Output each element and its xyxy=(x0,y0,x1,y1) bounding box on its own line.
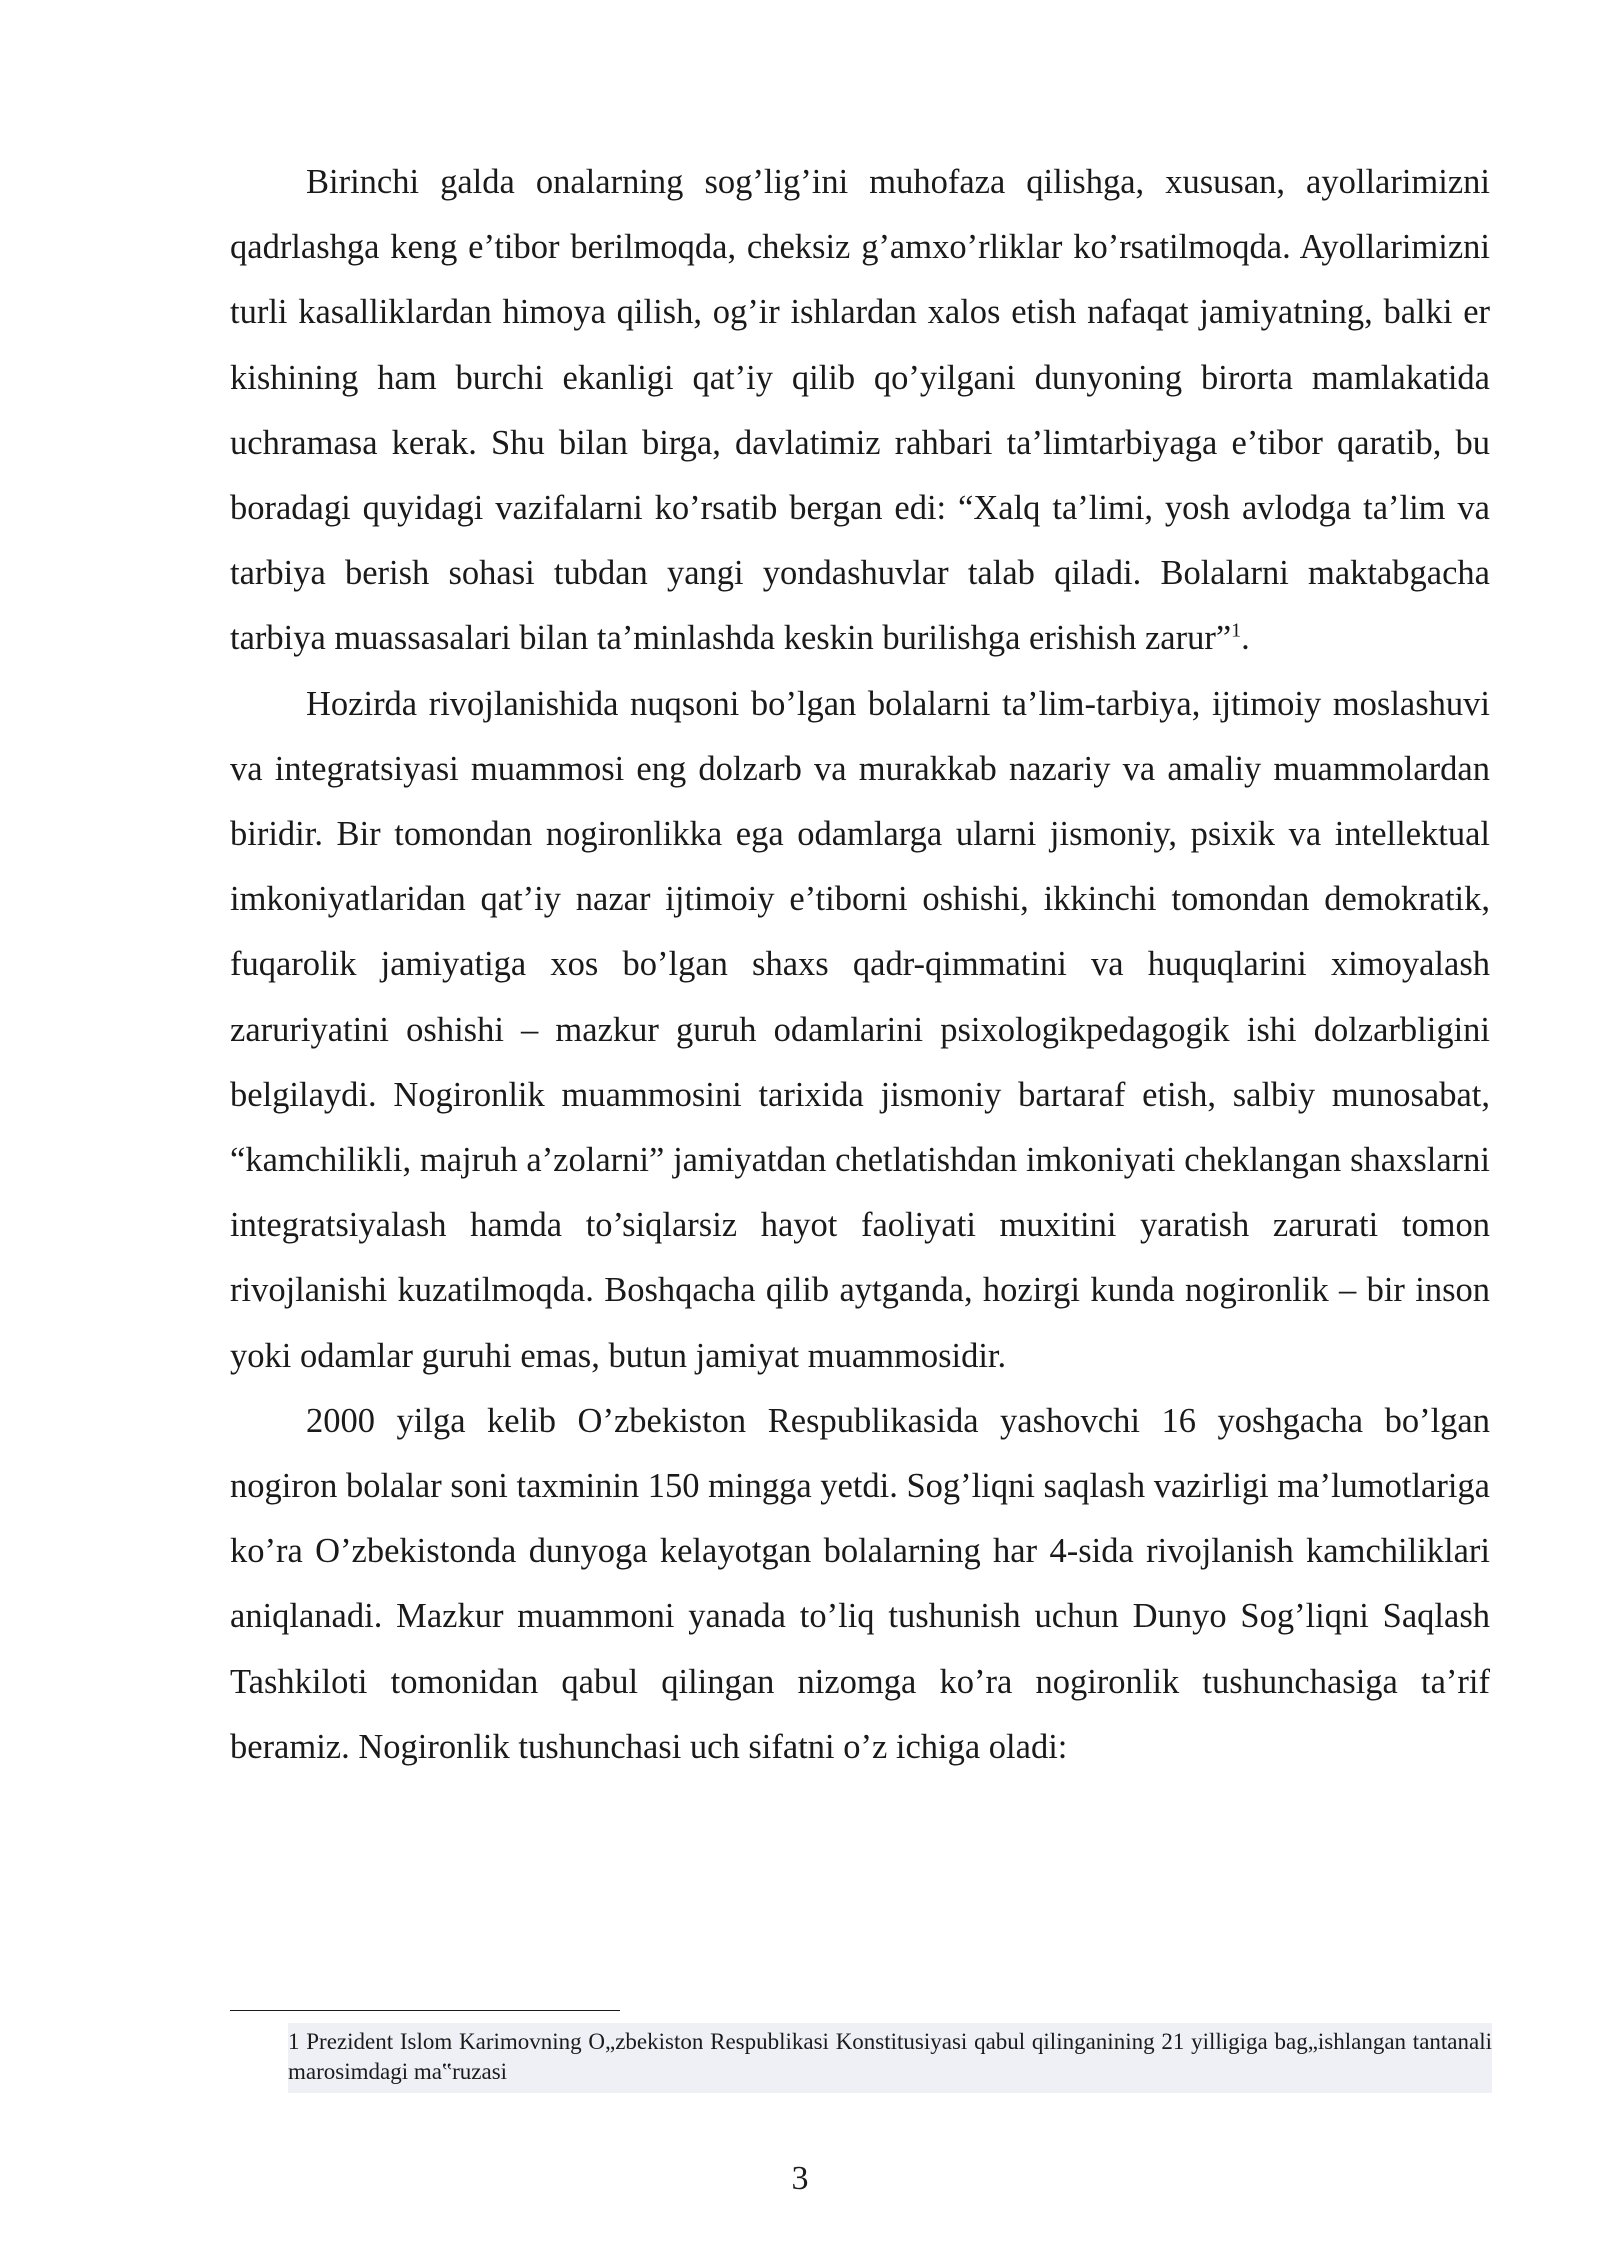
paragraph-1-text: Birinchi galda onalarning sog’lig’ini muhofaza qilishga, xususan, ayollarimizni qadrlashga keng e’tibor berilmoqda, cheksiz g’amxo’rliklar ko’rsatilmoqda. Ayollarimizni turli kasalliklardan himoya qilish, og’ir ishlardan xalos etish nafaqat jamiyatning, balki er kishining ham burchi ekanligi qat’iy qilib qo’yilgani dunyoning birorta mamlakatida uchramasa kerak. Shu bilan birga, davlatimiz rahbari ta’limtarbiyaga e’tibor qaratib, bu boradagi quyidagi vazifalarni ko’rsatib bergan edi: “Xalq ta’limi, yosh avlodga ta’lim va tarbiya berish sohasi tubdan yangi yondashuvlar talab qiladi. Bolalarni maktabgacha tarbiya muassasalari bilan ta’minlashda keskin burilishga erishish zarur” xyxy=(230,163,1490,658)
footnote-separator xyxy=(230,2010,620,2011)
document-body xyxy=(230,150,1490,1780)
paragraph-1 xyxy=(230,150,1490,672)
footnote-text: 1 Prezident Islom Karimovning O„zbekiston Respublikasi Konstitusiyasi qabul qilinganining 21 yilligiga bag„ishlangan tantanali marosimdagi ma‟ruzasi xyxy=(288,2023,1492,2093)
paragraph-1-end: . xyxy=(1241,619,1250,658)
footnote-reference[interactable]: 1 xyxy=(1231,619,1242,642)
paragraph-3: 2000 yilga kelib O’zbekiston Respublikasida yashovchi 16 yoshgacha bo’lgan nogiron bolalar soni taxminin 150 mingga yetdi. Sog’liqni saqlash vazirligi ma’lumotlariga ko’ra O’zbekistonda dunyoga kelayotgan bolalarning har 4-sida rivojlanish kamchiliklari aniqlanadi. Mazkur muammoni yanada to’liq tushunish uchun Dunyo Sog’liqni Saqlash Tashkiloti tomonidan qabul qilingan nizomga ko’ra nogironlik tushunchasiga ta’rif beramiz. Nogironlik tushunchasi uch sifatni o’z ichiga oladi: xyxy=(230,1401,1490,1766)
paragraph-2: Hozirda rivojlanishida nuqsoni bo’lgan bolalarni ta’lim-tarbiya, ijtimoiy moslashuvi va integratsiyasi muammosi eng dolzarb va murakkab nazariy va amaliy muammolardan biridir. Bir tomondan nogironlikka ega odamlarga ularni jismoniy, psixik va intellektual imkoniyatlaridan qat’iy nazar ijtimoiy e’tiborni oshishi, ikkinchi tomondan demokratik, fuqarolik jamiyatiga xos bo’lgan shaxs qadr-qimmatini va huquqlarini ximoyalash zaruriyatini oshishi – mazkur guruh odamlarini psixologikpedagogik ishi dolzarbligini belgilaydi. Nogironlik muammosini tarixida jismoniy bartaraf etish, salbiy munosabat, “kamchilikli, majruh a’zolarni” jamiyatdan chetlatishdan imkoniyati cheklangan shaxslarni integratsiyalash hamda to’siqlarsiz hayot faoliyati muxitini yaratish zarurati tomon rivojlanishi kuzatilmoqda. Boshqacha qilib aytganda, hozirgi kunda nogironlik – bir inson yoki odamlar guruhi emas, butun jamiyat muammosidir. xyxy=(230,684,1490,1375)
page-number: 3 xyxy=(791,2160,809,2197)
